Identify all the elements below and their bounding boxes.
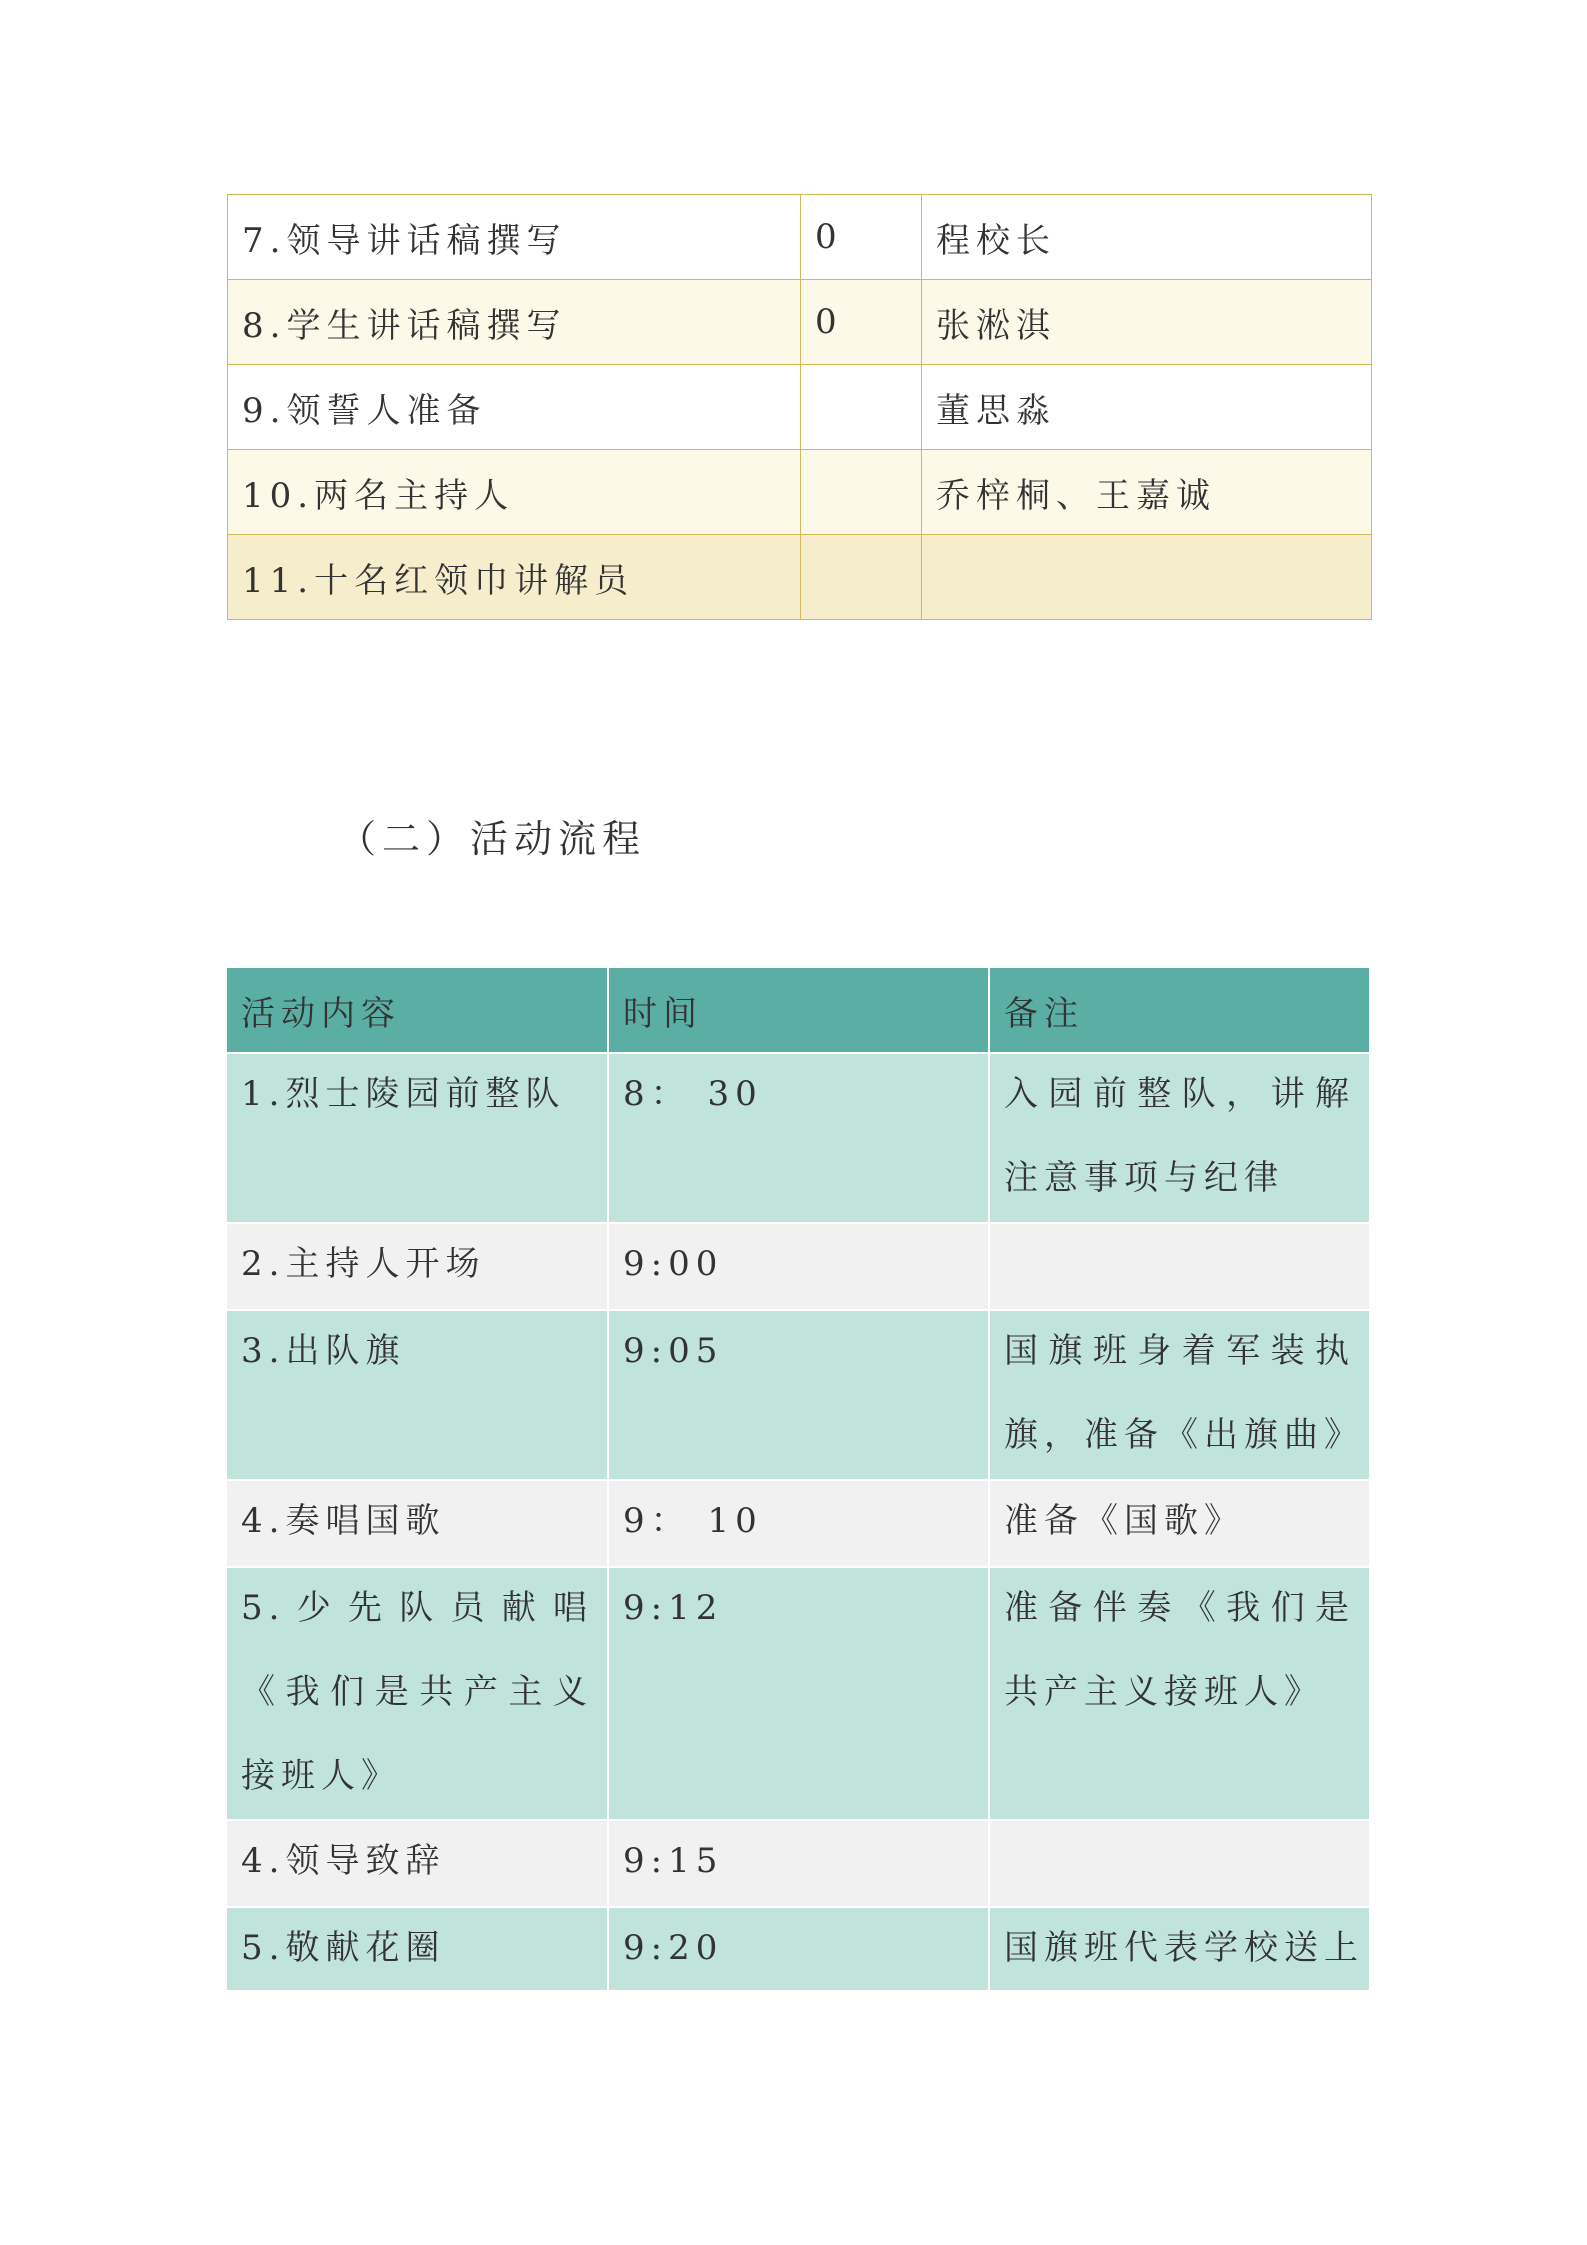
count-cell [801,535,922,620]
time-cell: 9:12 [623,1588,724,1628]
owner-cell: 乔梓桐、王嘉诚 [922,450,1372,535]
header-content: 活动内容 [227,968,608,1053]
table-row [227,1053,1369,1223]
time-cell: 9:00 [623,1244,724,1284]
time-cell: 9： 10 [623,1501,763,1541]
task-cell: 9.领誓人准备 [228,365,801,450]
table-row [227,1310,1369,1480]
owner-cell [922,535,1372,620]
content-cell: 5.敬献花圈 [241,1928,446,1968]
note-cell: 国旗班代表学校送上 [1004,1928,1364,1968]
table-row [228,450,1372,535]
note-cell: 国旗班身着军装执旗，准备《出旗曲》 [1004,1331,1364,1455]
content-cell: 1.烈士陵园前整队 [241,1074,566,1114]
content-cell: 2.主持人开场 [241,1244,486,1284]
time-cell: 9:05 [623,1331,724,1371]
table-row [227,1820,1369,1907]
content-cell: 3.出队旗 [241,1331,406,1371]
table-row [228,365,1372,450]
task-cell: 8.学生讲话稿撰写 [228,280,801,365]
note-cell: 入园前整队，讲解注意事项与纪律 [1004,1074,1355,1198]
table-row [228,195,1372,280]
note-cell: 准备伴奏《我们是共产主义接班人》 [1004,1588,1355,1712]
content-cell: 4.奏唱国歌 [241,1501,446,1541]
owner-cell: 董思淼 [922,365,1372,450]
table-row [228,280,1372,365]
note-cell: 准备《国歌》 [1004,1501,1244,1541]
task-cell: 7.领导讲话稿撰写 [228,195,801,280]
task-cell: 11.十名红领巾讲解员 [228,535,801,620]
table-header-row [227,968,1369,1053]
owner-cell: 程校长 [922,195,1372,280]
time-cell: 9:20 [623,1928,724,1968]
table-row [228,535,1372,620]
owner-cell: 张淞淇 [922,280,1372,365]
task-table [227,194,1372,620]
time-cell: 9:15 [623,1841,724,1881]
table-row [227,1567,1369,1820]
task-cell: 10.两名主持人 [228,450,801,535]
schedule-table [227,968,1369,1992]
header-note: 备注 [989,968,1369,1053]
table-row [227,1480,1369,1567]
content-cell: 4.领导致辞 [241,1841,446,1881]
table-row [227,1223,1369,1310]
time-cell: 8： 30 [623,1074,763,1114]
header-time: 时间 [608,968,989,1053]
count-cell [801,365,922,450]
count-cell [801,450,922,535]
count-cell: 0 [801,195,922,280]
count-cell: 0 [801,280,922,365]
section-heading: （二）活动流程 [338,817,647,861]
table-row [227,1907,1369,1991]
content-cell: 5.少先队员献唱《我们是共产主义接班人》 [241,1588,593,1796]
